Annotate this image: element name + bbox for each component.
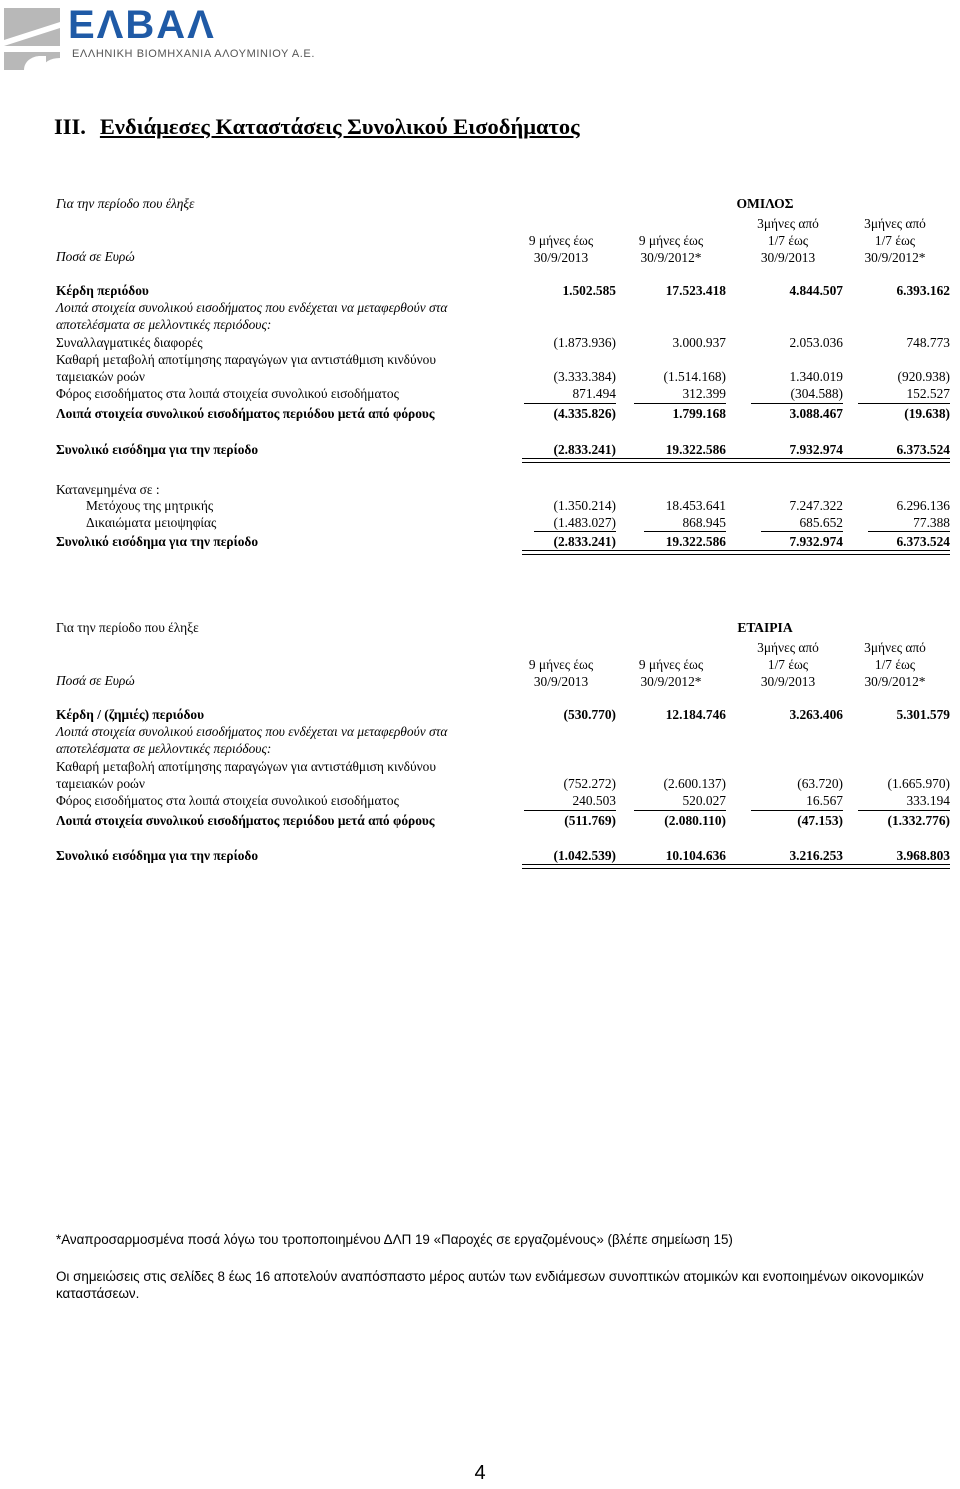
brand-wordmark: ΕΛΒΑΛ	[68, 3, 216, 47]
group-oci-note-line2: αποτελέσματα σε μελλοντικές περιόδους:	[56, 317, 272, 332]
company-hedge-line1: Καθαρή μεταβολή αποτίμησης παραγώγων για αντιστάθμιση κινδύνου	[56, 759, 436, 774]
group-row-tax: Φόρος εισοδήματος στα λοιπά στοιχεία συνολικού εισοδήματος 871.494 312.399 (304.588) 152.527	[56, 386, 950, 401]
group-row-hedge: ταμειακών ροών (3.333.384) (1.514.168) 1.340.019 (920.938)	[56, 369, 950, 384]
group-minority-underline-c3	[868, 531, 950, 532]
section-number: III.	[54, 114, 86, 139]
company-oci-note-line1: Λοιπά στοιχεία συνολικού εισοδήματος που ενδέχεται να μεταφερθούν στα	[56, 724, 448, 739]
elval-logo	[0, 0, 320, 72]
company-oci-note-line2: αποτελέσματα σε μελλοντικές περιόδους:	[56, 741, 272, 756]
group-oci-note-line1: Λοιπά στοιχεία συνολικού εισοδήματος που ενδέχεται να μεταφερθούν στα	[56, 300, 448, 315]
group-total2-double-underline	[522, 550, 950, 555]
company-tax-underline-c1	[634, 810, 726, 811]
company-currency-label: Ποσά σε Ευρώ	[56, 673, 135, 688]
company-tax-underline-c2	[751, 810, 843, 811]
company-tax-underline-c0	[524, 810, 616, 811]
company-row-oci-total: Λοιπά στοιχεία συνολικού εισοδήματος περιόδου μετά από φόρους (511.769) (2.080.110) (47.153) (1.332.776)	[56, 813, 950, 828]
elval-emblem-icon	[4, 8, 60, 70]
group-minority-underline-c1	[644, 531, 726, 532]
group-entity-heading: ΟΜΙΛΟΣ	[736, 196, 794, 211]
group-tax-underline-c3	[858, 403, 950, 404]
company-total-double-underline	[522, 864, 950, 869]
group-row-fx: Συναλλαγματικές διαφορές (1.873.936) 3.000.937 2.053.036 748.773	[56, 335, 950, 350]
company-row-hedge: ταμειακών ροών (752.272) (2.600.137) (63.720) (1.665.970)	[56, 776, 950, 791]
group-allocation-label: Κατανεμημένα σε :	[56, 482, 160, 497]
company-period-label: Για την περίοδο που έληξε	[56, 620, 199, 635]
footnote-notes-integral: Οι σημειώσεις στις σελίδες 8 έως 16 αποτελούν αναπόσπαστο μέρος αυτών των ενδιάμεσων συνοπτικών ατομικών και ενοποιημένων οικονομικών καταστάσεων.	[56, 1269, 924, 1301]
company-row-total-income: Συνολικό εισόδημα για την περίοδο (1.042.539) 10.104.636 3.216.253 3.968.803	[56, 848, 950, 863]
group-row-oci-total: Λοιπά στοιχεία συνολικού εισοδήματος περιόδου μετά από φόρους (4.335.826) 1.799.168 3.088.467 (19.638)	[56, 406, 950, 421]
company-row-profit: Κέρδη / (ζημιές) περιόδου (530.770) 12.184.746 3.263.406 5.301.579	[56, 707, 950, 722]
group-tax-underline-c0	[524, 403, 616, 404]
group-period-label: Για την περίοδο που έληξε	[56, 196, 195, 211]
company-entity-heading: ΕΤΑΙΡΙΑ	[737, 620, 793, 635]
section-title: Ενδιάμεσες Καταστάσεις Συνολικού Εισοδήματος	[99, 114, 580, 139]
page-title	[54, 114, 580, 140]
group-hedge-line1: Καθαρή μεταβολή αποτίμησης παραγώγων για αντιστάθμιση κινδύνου	[56, 352, 436, 367]
group-tax-underline-c2	[751, 403, 843, 404]
group-row-total-income: Συνολικό εισόδημα για την περίοδο (2.833.241) 19.322.586 7.932.974 6.373.524	[56, 442, 950, 457]
company-tax-underline-c3	[858, 810, 950, 811]
brand-subtitle: ΕΛΛΗΝΙΚΗ ΒΙΟΜΗΧΑΝΙΑ ΑΛΟΥΜΙΝΙΟΥ Α.Ε.	[72, 48, 316, 60]
group-tax-underline-c1	[634, 403, 726, 404]
group-currency-label: Ποσά σε Ευρώ	[56, 249, 135, 264]
group-minority-underline-c0	[534, 531, 616, 532]
group-total-double-underline	[522, 458, 950, 463]
group-row-profit: Κέρδη περιόδου 1.502.585 17.523.418 4.844.507 6.393.162	[56, 283, 950, 298]
group-minority-underline-c2	[761, 531, 843, 532]
group-row-minority: Δικαιώματα μειοψηφίας (1.483.027) 868.945 685.652 77.388	[86, 515, 950, 530]
footnote-restated: *Αναπροσαρμοσμένα ποσά λόγω του τροποποιημένου ΔΛΠ 19 «Παροχές σε εργαζομένους» (βλέπε σημείωση 15)	[56, 1232, 733, 1247]
company-row-tax: Φόρος εισοδήματος στα λοιπά στοιχεία συνολικού εισοδήματος 240.503 520.027 16.567 333.194	[56, 793, 950, 808]
group-row-parent: Μετόχους της μητρικής (1.350.214) 18.453.641 7.247.322 6.296.136	[86, 498, 950, 513]
group-row-total-income-2: Συνολικό εισόδημα για την περίοδο (2.833.241) 19.322.586 7.932.974 6.373.524	[56, 534, 950, 549]
page-number: 4	[474, 1462, 486, 1484]
